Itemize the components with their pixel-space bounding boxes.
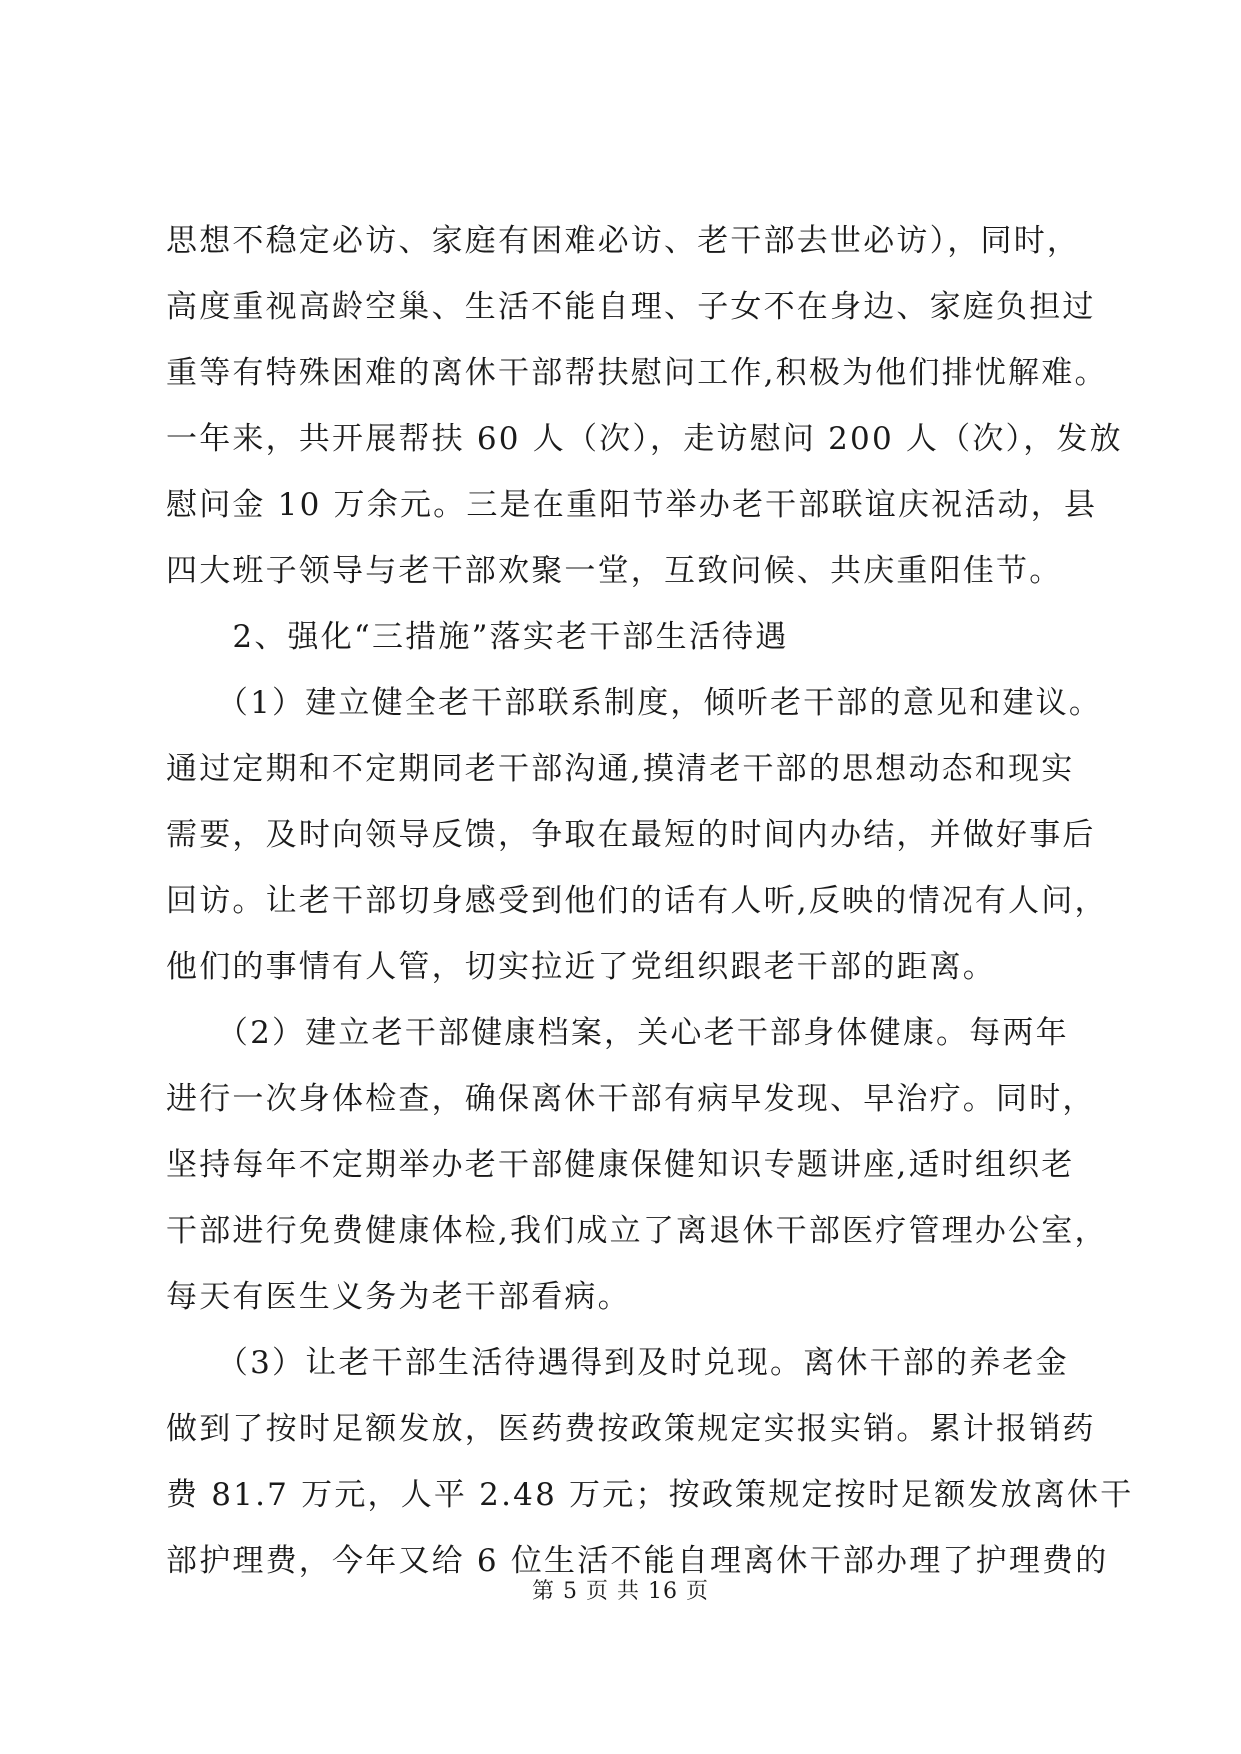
text-line: 部护理费，今年又给 6 位生活不能自理离休干部办理了护理费的: [166, 1543, 1109, 1579]
text-line: 需要，及时向领导反馈，争取在最短的时间内办结，并做好事后: [166, 817, 1096, 853]
text-line: 每天有医生义务为老干部看病。: [166, 1279, 631, 1315]
text-line: 通过定期和不定期同老干部沟通,摸清老干部的思想动态和现实: [166, 751, 1075, 787]
text-line: 坚持每年不定期举办老干部健康保健知识专题讲座,适时组织老: [166, 1147, 1075, 1183]
text-line: （3）让老干部生活待遇得到及时兑现。离休干部的养老金: [166, 1345, 1069, 1381]
text-line: （1）建立健全老干部联系制度，倾听老干部的意见和建议。: [166, 685, 1103, 721]
section-heading: 2、强化“三措施”落实老干部生活待遇: [166, 619, 789, 655]
text-line: 重等有特殊困难的离休干部帮扶慰问工作,积极为他们排忧解难。: [166, 355, 1108, 391]
text-line: 费 81.7 万元，人平 2.48 万元；按政策规定按时足额发放离休干: [166, 1477, 1134, 1513]
text-line: 高度重视高龄空巢、生活不能自理、子女不在身边、家庭负担过: [166, 289, 1096, 325]
body-text: [166, 208, 1134, 1594]
text-line: 干部进行免费健康体检,我们成立了离退休干部医疗管理办公室，: [166, 1213, 1108, 1249]
text-line: 他们的事情有人管，切实拉近了党组织跟老干部的距离。: [166, 949, 996, 985]
text-line: 慰问金 10 万余元。三是在重阳节举办老干部联谊庆祝活动，县: [166, 487, 1098, 523]
text-line: 做到了按时足额发放，医药费按政策规定实报实销。累计报销药: [166, 1411, 1096, 1447]
text-line: 一年来，共开展帮扶 60 人（次），走访慰问 200 人（次），发放: [166, 421, 1123, 457]
text-line: 思想不稳定必访、家庭有困难必访、老干部去世必访），同时，: [166, 223, 1081, 259]
text-line: 进行一次身体检查，确保离休干部有病早发现、早治疗。同时，: [166, 1081, 1096, 1117]
text-line: （2）建立老干部健康档案，关心老干部身体健康。每两年: [166, 1015, 1069, 1051]
text-line: 回访。让老干部切身感受到他们的话有人听,反映的情况有人问，: [166, 883, 1108, 919]
page-number-footer: 第 5 页 共 16 页: [532, 1579, 709, 1604]
text-line: 四大班子领导与老干部欢聚一堂，互致问候、共庆重阳佳节。: [166, 553, 1063, 589]
